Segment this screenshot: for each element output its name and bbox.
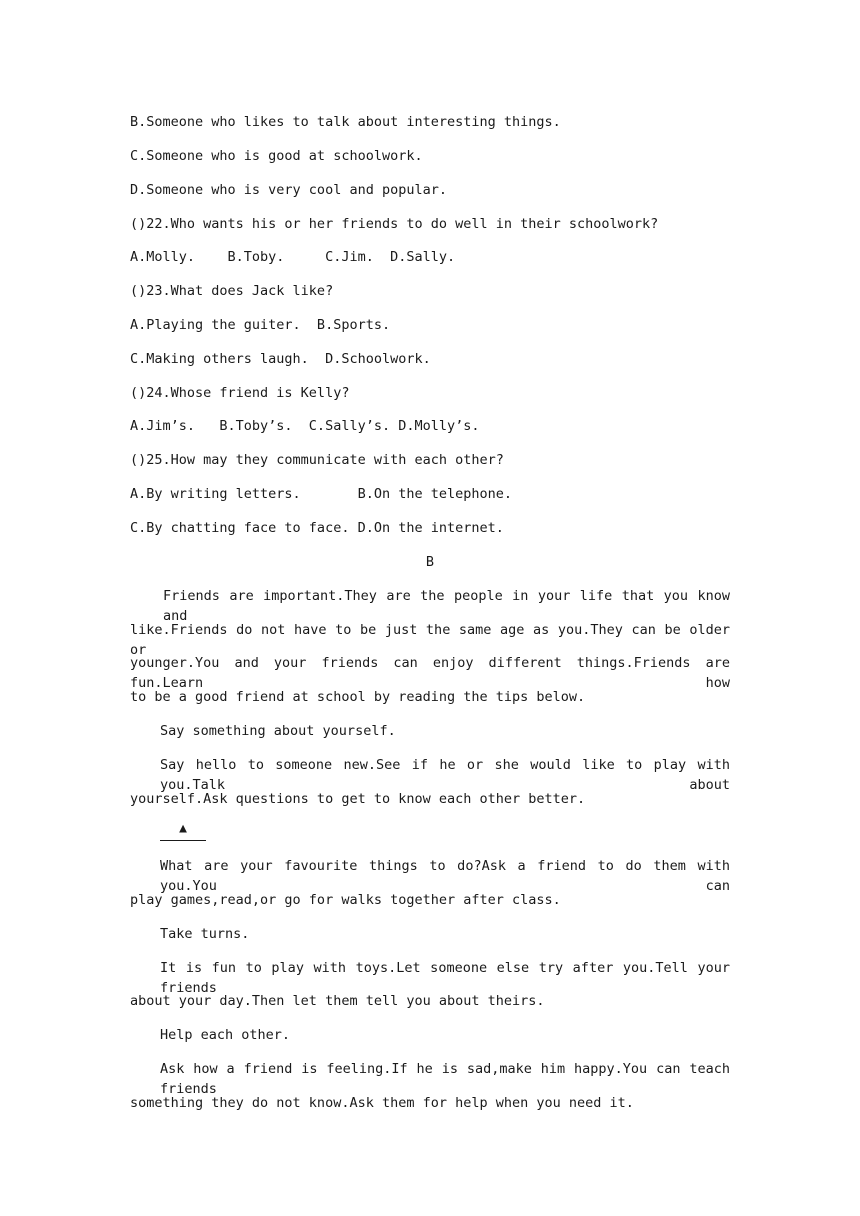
tip1-body-line-1: Say hello to someone new.See if he or she would like to play with you.Talk about (160, 757, 730, 793)
tip1-title: Say something about yourself. (160, 723, 396, 739)
answer-blank: ▲ (160, 820, 206, 841)
q21-option-d: D.Someone who is very cool and popular. (130, 182, 447, 198)
tip3-body-line-1: It is fun to play with toys.Let someone else try after you.Tell your friends (160, 960, 730, 996)
tip1-body-line-2: yourself.Ask questions to get to know each other better. (130, 791, 586, 807)
intro-line-4: to be a good friend at school by reading the tips below. (130, 689, 586, 705)
tip4-body-line-1: Ask how a friend is feeling.If he is sad,make him happy.You can teach friends (160, 1061, 730, 1097)
tip2-body-line-1: What are your favourite things to do?Ask a friend to do them with you.You can (160, 858, 730, 894)
q23-stem: ()23.What does Jack like? (130, 283, 334, 299)
q25-stem: ()25.How may they communicate with each other? (130, 452, 504, 468)
q23-options-row-2: C.Making others laugh. D.Schoolwork. (130, 351, 431, 367)
tip3-title: Take turns. (160, 926, 250, 942)
tip2-body-line-2: play games,read,or go for walks together after class. (130, 892, 561, 908)
q21-option-c: C.Someone who is good at schoolwork. (130, 148, 423, 164)
section-b-heading: B (425, 554, 435, 570)
q25-options-row-2: C.By chatting face to face. D.On the internet. (130, 520, 504, 536)
q25-options-row-1: A.By writing letters. B.On the telephone. (130, 486, 513, 502)
tip3-body-line-2: about your day.Then let them tell you about theirs. (130, 993, 545, 1009)
q22-options: A.Molly. B.Toby. C.Jim. D.Sally. (130, 249, 456, 265)
q24-stem: ()24.Whose friend is Kelly? (130, 385, 350, 401)
q24-options: A.Jim’s. B.Toby’s. C.Sally’s. D.Molly’s. (130, 418, 480, 434)
intro-line-2: like.Friends do not have to be just the same age as you.They can be older or (130, 622, 730, 658)
q23-options-row-1: A.Playing the guiter. B.Sports. (130, 317, 391, 333)
tip4-title: Help each other. (160, 1027, 291, 1043)
intro-line-3: younger.You and your friends can enjoy different things.Friends are fun.Learn how (130, 655, 730, 691)
q22-stem: ()22.Who wants his or her friends to do well in their schoolwork? (130, 216, 659, 232)
intro-line-1: Friends are important.They are the people in your life that you know and (163, 588, 730, 624)
tip4-body-line-2: something they do not know.Ask them for help when you need it. (130, 1095, 634, 1111)
q21-option-b: B.Someone who likes to talk about interesting things. (130, 114, 561, 130)
